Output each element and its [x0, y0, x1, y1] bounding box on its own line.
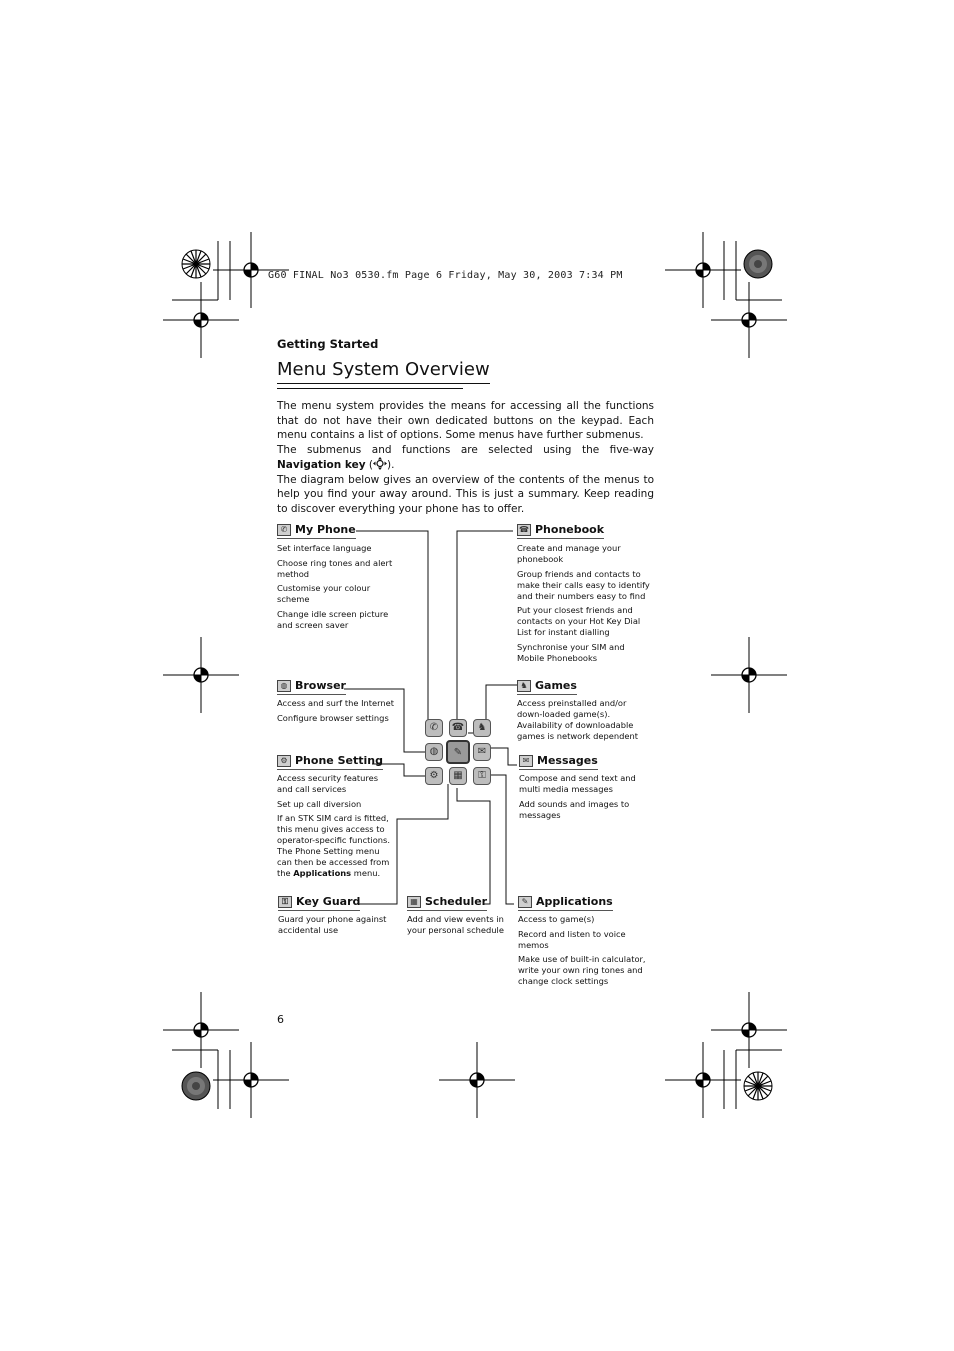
- file-header-line: G60 FINAL No3 0530.fm Page 6 Friday, May 30, 2003 7:34 PM: [268, 270, 623, 281]
- scheduler-icon: ▦: [449, 767, 467, 785]
- list-item: Synchronise your SIM and Mobile Phonebooks: [517, 641, 625, 663]
- menu-icon-cluster: [422, 716, 496, 790]
- scheduler-title: Scheduler: [425, 895, 488, 908]
- list-item: Configure browser settings: [277, 712, 389, 723]
- key-guard-icon: ⚿: [473, 767, 491, 785]
- list-item: Put your closest friends and contacts on your Hot Key Dial List for instant dialling: [517, 605, 641, 637]
- games-icon: ♞: [517, 680, 531, 692]
- list-item: Add and view events in your personal schedule: [407, 914, 504, 935]
- list-item: Access preinstalled and/or down-loaded game(s). Availability of downloadable games is network dependent: [517, 698, 638, 741]
- list-item: Set up call diversion: [277, 798, 362, 809]
- phone-setting-icon: ⚙: [425, 767, 443, 785]
- browser-heading: [277, 679, 346, 695]
- messages-icon: ✉: [473, 743, 491, 761]
- list-item: Record and listen to voice memos: [518, 928, 626, 950]
- list-item: Create and manage your phonebook: [517, 543, 621, 564]
- phone-setting-title: Phone Setting: [295, 754, 383, 767]
- list-item: Set interface language: [277, 543, 372, 553]
- phone-setting-list: [277, 773, 392, 883]
- phone-setting-icon: ⚙: [277, 755, 291, 767]
- games-title: Games: [535, 679, 577, 692]
- games-list: [517, 698, 653, 746]
- games-icon: ♞: [473, 719, 491, 737]
- games-heading: [517, 679, 577, 695]
- my-phone-icon: ✆: [425, 719, 443, 737]
- scheduler-icon: ▦: [407, 896, 421, 908]
- list-item: Access security features and call services: [277, 773, 379, 794]
- phone-setting-note: If an STK SIM card is fitted, this menu gives access to operator-specific functions. The Phone Setting menu can then be accessed from the: [277, 813, 390, 878]
- applications-list: [518, 914, 654, 991]
- list-item: Compose and send text and multi media messages: [519, 773, 636, 794]
- intro-p2-paren-open: (: [365, 459, 373, 471]
- phonebook-title: Phonebook: [535, 523, 605, 536]
- phone-setting-note-end: menu.: [351, 868, 381, 878]
- list-item: Guard your phone against accidental use: [278, 914, 387, 935]
- browser-list: [277, 698, 402, 727]
- scheduler-heading: [407, 895, 487, 911]
- list-item: Group friends and contacts to make their calls easy to identify and their numbers easy to find: [517, 568, 650, 601]
- phone-setting-heading: [277, 754, 383, 770]
- intro-paragraph-1: The menu system provides the means for accessing all the functions that do not have their own dedicated buttons on the keypad. Each menu contains a list of options. Some menus have further submenus.: [277, 400, 654, 441]
- key-guard-title: Key Guard: [296, 895, 361, 908]
- applications-icon: ✎: [446, 740, 470, 764]
- key-guard-icon: ⚿: [278, 896, 292, 908]
- applications-icon: ✎: [518, 896, 532, 908]
- section-label: Getting Started: [277, 337, 379, 351]
- intro-p2-text: The submenus and functions are selected using the five-way: [277, 443, 654, 456]
- intro-paragraph-3: The diagram below gives an overview of the contents of the menus to help you find your away around. This is just a summary. Keep reading to discover everything your phone has to offer.: [277, 473, 654, 515]
- browser-icon: ◍: [425, 743, 443, 761]
- list-item: Customise your colour scheme: [277, 583, 371, 604]
- messages-icon: ✉: [519, 755, 533, 767]
- applications-reference: Applications: [293, 868, 352, 878]
- my-phone-title: My Phone: [295, 523, 356, 536]
- applications-heading: [518, 895, 613, 911]
- page-number: 6: [277, 1013, 284, 1026]
- my-phone-icon: ✆: [277, 524, 291, 536]
- scheduler-list: [407, 914, 507, 940]
- messages-title: Messages: [537, 754, 598, 767]
- messages-list: [519, 773, 655, 824]
- browser-title: Browser: [295, 679, 346, 692]
- messages-heading: [519, 754, 598, 770]
- list-item: [277, 813, 392, 879]
- navigation-key-label: Navigation key: [277, 459, 366, 471]
- list-item: Change idle screen picture and screen saver: [277, 608, 389, 630]
- list-item: Make use of built-in calculator, write your own ring tones and change clock settings: [518, 954, 646, 986]
- phonebook-list: [517, 543, 653, 667]
- list-item: Choose ring tones and alert method: [277, 557, 393, 579]
- key-guard-list: [278, 914, 388, 940]
- list-item: Access and surf the Internet: [277, 698, 395, 708]
- phonebook-icon: ☎: [449, 719, 467, 737]
- applications-title: Applications: [536, 895, 613, 908]
- my-phone-list: [277, 543, 402, 634]
- page-title: Menu System Overview: [277, 359, 490, 384]
- intro-p2-paren-close: ).: [387, 459, 395, 471]
- browser-icon: ◍: [277, 680, 291, 692]
- phonebook-icon: ☎: [517, 524, 531, 536]
- list-item: Add sounds and images to messages: [519, 798, 630, 820]
- key-guard-heading: [278, 895, 360, 911]
- list-item: Access to game(s): [518, 914, 595, 924]
- phonebook-heading: [517, 523, 604, 539]
- my-phone-heading: [277, 523, 356, 539]
